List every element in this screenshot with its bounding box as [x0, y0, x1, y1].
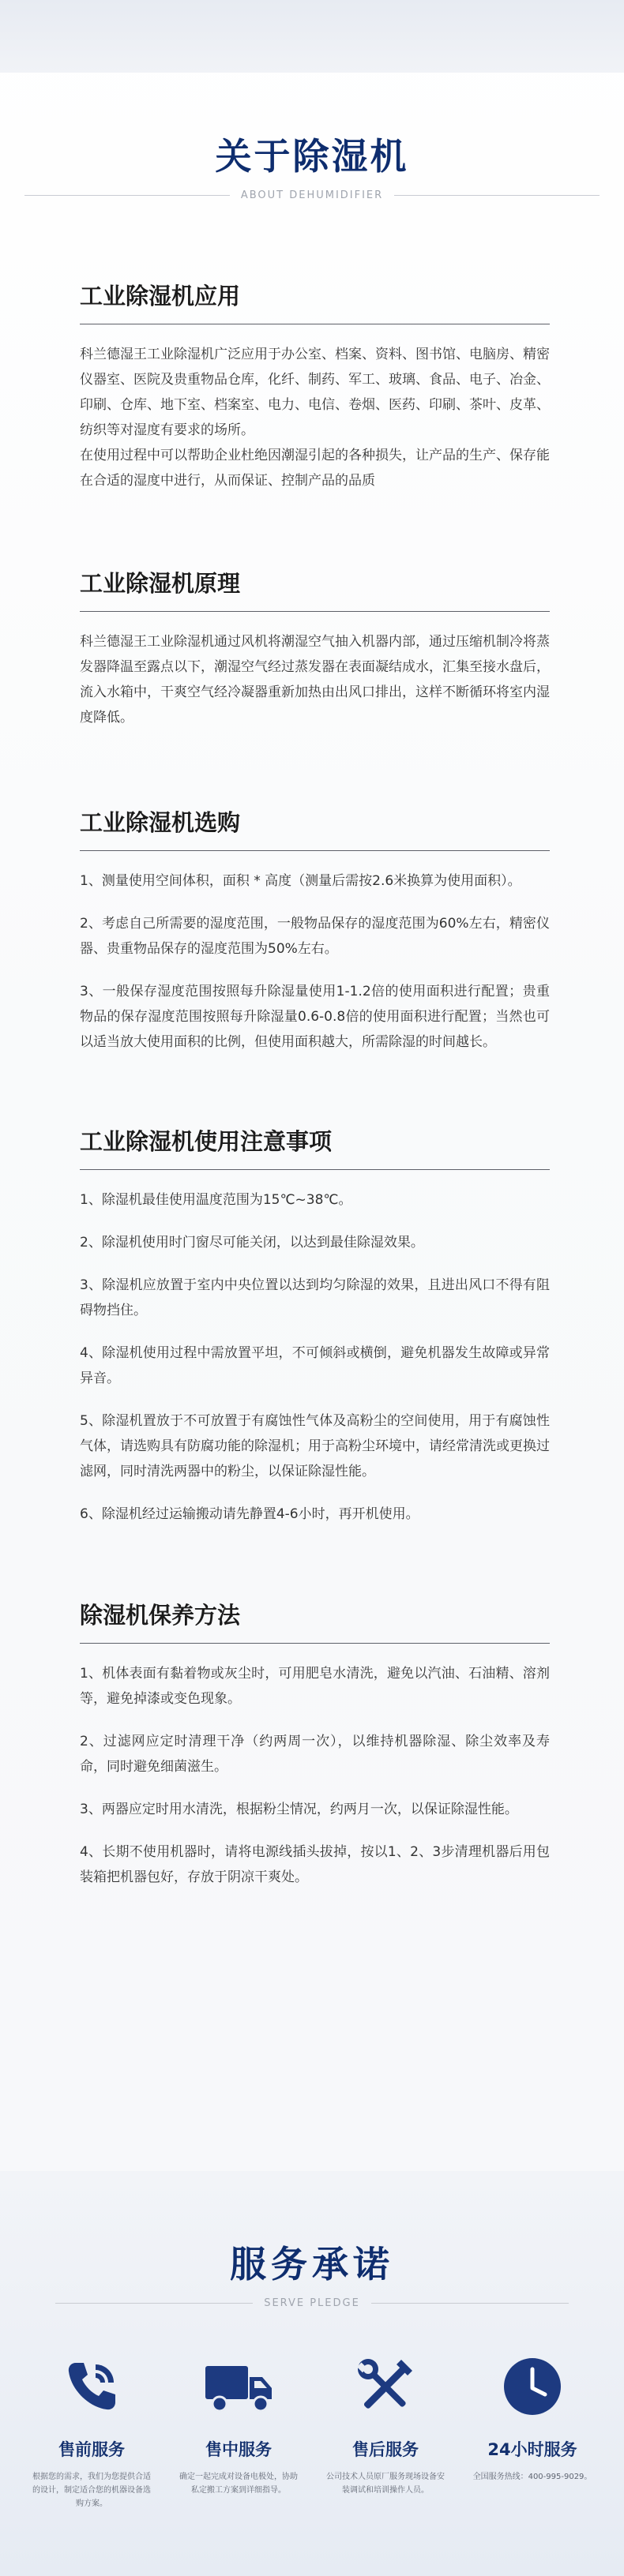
divider-right — [394, 195, 600, 196]
list-item: 2、除湿机使用时门窗尽可能关闭，以达到最佳除湿效果。 — [80, 1235, 424, 1251]
list-item: 4、长期不使用机器时，请将电源线插头拔掉，按以1、2、3步清理机器后用包装箱把机器包好，存放于阴凉干爽处。 — [80, 1844, 550, 1885]
list-item: 4、除湿机使用过程中需放置平坦，不可倾斜或横倒，避免机器发生故障或异常异音。 — [80, 1345, 550, 1386]
service-card-presale — [24, 2353, 159, 2510]
section-principle — [0, 566, 624, 730]
paragraph: 科兰德湿王工业除湿机广泛应用于办公室、档案、资料、图书馆、电脑房、精密仪器室、医院及贵重物品仓库，化纤、制药、军工、玻璃、食品、电子、冶金、印刷、仓库、地下室、档案室、电力、电信、卷烟、医药、印刷、茶叶、皮革、纺织等对湿度有要求的场所。 — [80, 347, 550, 438]
about-header — [0, 73, 624, 201]
service-card-aftersale — [318, 2353, 453, 2510]
divider-left — [24, 195, 230, 196]
service-card-desc: 根据您的需求，我们为您提供合适的设计，制定适合您的机器设备选购方案。 — [32, 2473, 151, 2508]
list-item: 2、过滤网应定时清理干净（约两周一次），以维持机器除湿、除尘效率及寿命，同时避免细菌滋生。 — [80, 1734, 550, 1775]
service-card-desc: 全国服务热线：400-995-9029。 — [472, 2473, 592, 2481]
list-item: 2、考虑自己所需要的湿度范围，一般物品保存的湿度范围为60%左右，精密仪器、贵重物品保存的湿度范围为50%左右。 — [80, 916, 550, 957]
service-card-desc: 确定一起完成对设备电极处，协助私定搬工方案到详细指导。 — [179, 2473, 298, 2495]
service-card-insale — [171, 2353, 306, 2510]
service-card-title: 售后服务 — [352, 2440, 419, 2459]
service-card-24h — [465, 2353, 600, 2510]
list-item: 3、一般保存湿度范围按照每升除湿量使用1-1.2倍的使用面积进行配置；贵重物品的保存湿度范围按照每升除湿量0.6-0.8倍的使用面积进行配置；当然也可以适当放大使用面积的比例，但使用面积越大，所需除湿的时间越长。 — [80, 984, 550, 1050]
service-pledge — [0, 2171, 624, 2576]
tools-icon — [318, 2353, 453, 2420]
list-item: 5、除湿机置放于不可放置于有腐蚀性气体及高粉尘的空间使用，用于有腐蚀性气体，请选购具有防腐功能的除湿机；用于高粉尘环境中，请经常清洗或更换过滤网，同时清洗两器中的粉尘，以保证除湿性能。 — [80, 1413, 550, 1479]
service-card-desc: 公司技术人员原厂服务现场设备安装调试和培训操作人员。 — [326, 2473, 445, 2495]
list-item: 6、除湿机经过运输搬动请先静置4-6小时，再开机使用。 — [80, 1506, 419, 1522]
list-item: 1、测量使用空间体积，面积 * 高度（测量后需按2.6米换算为使用面积）。 — [80, 873, 521, 889]
service-header — [0, 2171, 624, 2309]
service-card-title: 24小时服务 — [487, 2440, 577, 2459]
service-subtitle-row — [0, 2297, 624, 2309]
list-item: 1、除湿机最佳使用温度范围为15℃~38℃。 — [80, 1192, 352, 1208]
about-title: 关于除湿机 — [215, 135, 409, 178]
section-notes — [0, 1124, 624, 1527]
section-title: 工业除湿机原理 — [80, 566, 550, 612]
about-subtitle: ABOUT DEHUMIDIFIER — [240, 189, 384, 201]
section-maintenance — [0, 1598, 624, 1890]
section-title: 工业除湿机应用 — [80, 279, 550, 324]
paragraph: 在使用过程中可以帮助企业杜绝因潮湿引起的各种损失，让产品的生产、保存能在合适的湿度中进行，从而保证、控制产品的品质 — [80, 448, 550, 489]
service-cards — [0, 2353, 624, 2510]
service-card-title: 售前服务 — [58, 2440, 125, 2459]
section-application — [0, 279, 624, 493]
divider-right — [371, 2303, 569, 2304]
service-card-title: 售中服务 — [205, 2440, 272, 2459]
section-title: 除湿机保养方法 — [80, 1598, 550, 1644]
section-title: 工业除湿机选购 — [80, 805, 550, 851]
delivery-truck-icon — [171, 2353, 306, 2420]
list-item: 3、除湿机应放置于室内中央位置以达到均匀除湿的效果，且进出风口不得有阻碍物挡住。 — [80, 1277, 550, 1318]
about-subtitle-row — [0, 189, 624, 201]
section-purchase — [0, 805, 624, 1055]
paragraph: 科兰德湿王工业除湿机通过风机将潮湿空气抽入机器内部，通过压缩机制冷将蒸发器降温至露点以下，潮湿空气经过蒸发器在表面凝结成水，汇集至接水盘后，流入水箱中，干爽空气经冷凝器重新加热由出风口排出，这样不断循环将室内湿度降低。 — [80, 634, 550, 726]
section-title: 工业除湿机使用注意事项 — [80, 1124, 550, 1170]
top-band — [0, 0, 624, 73]
service-subtitle: SERVE PLEDGE — [264, 2297, 360, 2309]
service-title: 服务承诺 — [230, 2243, 394, 2285]
clock-icon — [465, 2353, 600, 2420]
list-item: 3、两器应定时用水清洗，根据粉尘情况，约两月一次，以保证除湿性能。 — [80, 1802, 518, 1817]
list-item: 1、机体表面有黏着物或灰尘时，可用肥皂水清洗，避免以汽油、石油精、溶剂等，避免掉漆或变色现象。 — [80, 1666, 550, 1707]
phone-icon — [24, 2353, 159, 2420]
divider-left — [55, 2303, 253, 2304]
